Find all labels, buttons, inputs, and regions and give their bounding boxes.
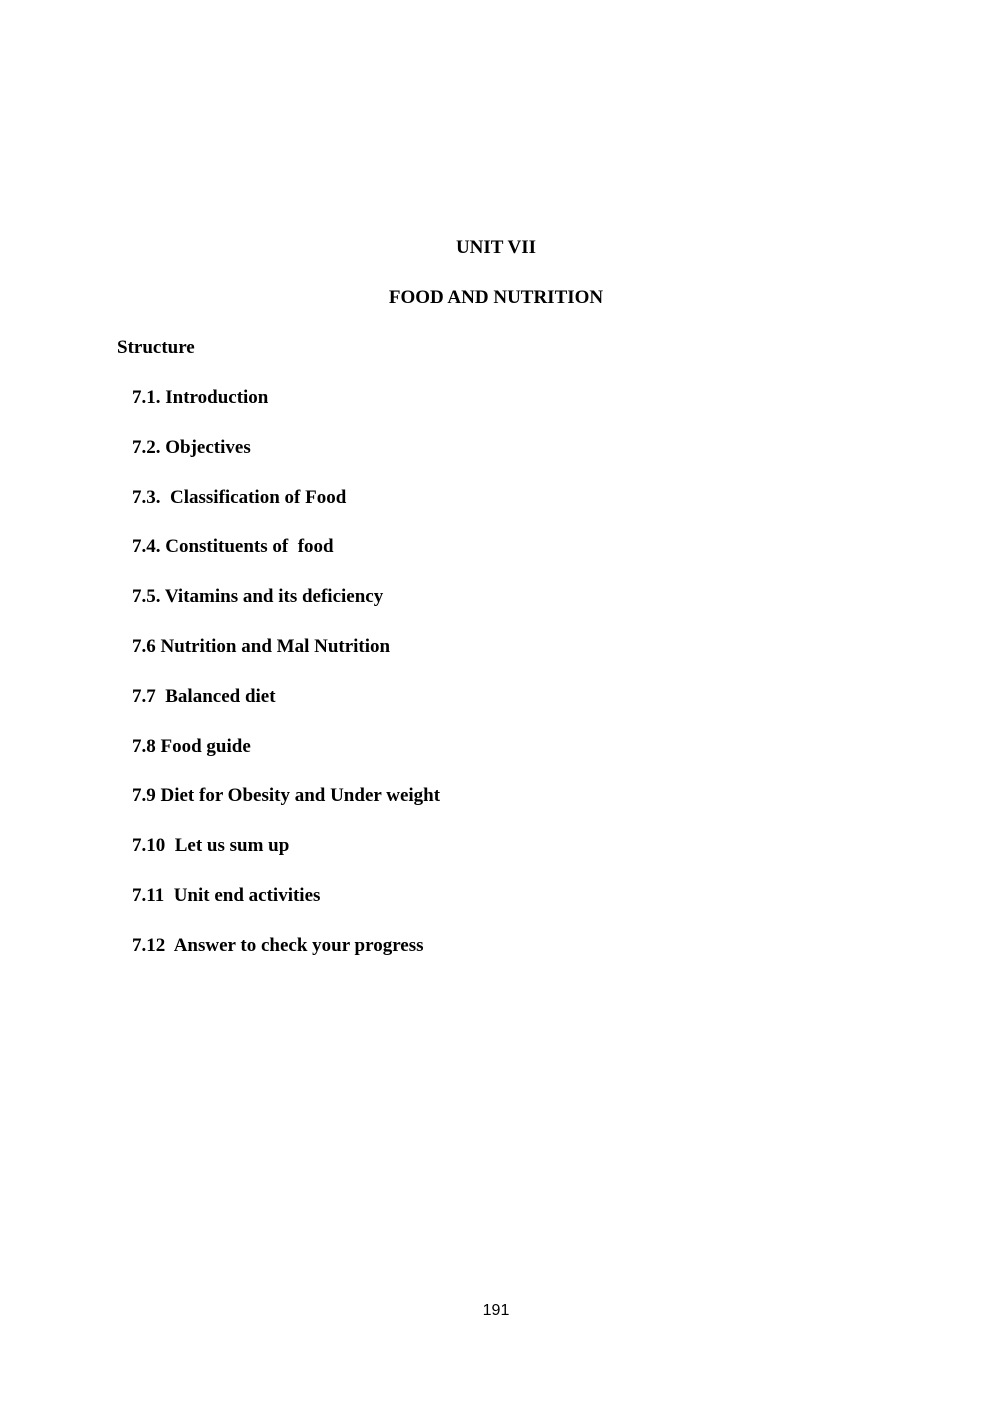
structure-list [132, 386, 440, 984]
structure-item-balanced-diet: 7.7 Balanced diet [132, 685, 276, 707]
structure-item-sum-up: 7.10 Let us sum up [132, 835, 290, 857]
structure-item-objectives: 7.2. Objectives [132, 436, 251, 458]
structure-item-diet-obesity: 7.9 Diet for Obesity and Under weight [132, 785, 441, 807]
structure-heading: Structure [117, 337, 195, 358]
structure-item-nutrition: 7.6 Nutrition and Mal Nutrition [132, 635, 391, 657]
unit-title: FOOD AND NUTRITION [388, 287, 604, 308]
page-number: 191 [482, 1302, 510, 1319]
structure-item-vitamins: 7.5. Vitamins and its deficiency [132, 586, 384, 608]
structure-item-constituents: 7.4. Constituents of food [132, 536, 334, 558]
structure-item-unit-end-activities: 7.11 Unit end activities [132, 884, 321, 906]
structure-item-classification: 7.3. Classification of Food [132, 486, 347, 508]
unit-number: UNIT VII [455, 237, 537, 258]
structure-item-food-guide: 7.8 Food guide [132, 735, 251, 757]
structure-item-answers: 7.12 Answer to check your progress [132, 934, 424, 956]
structure-item-introduction: 7.1. Introduction [132, 387, 269, 408]
